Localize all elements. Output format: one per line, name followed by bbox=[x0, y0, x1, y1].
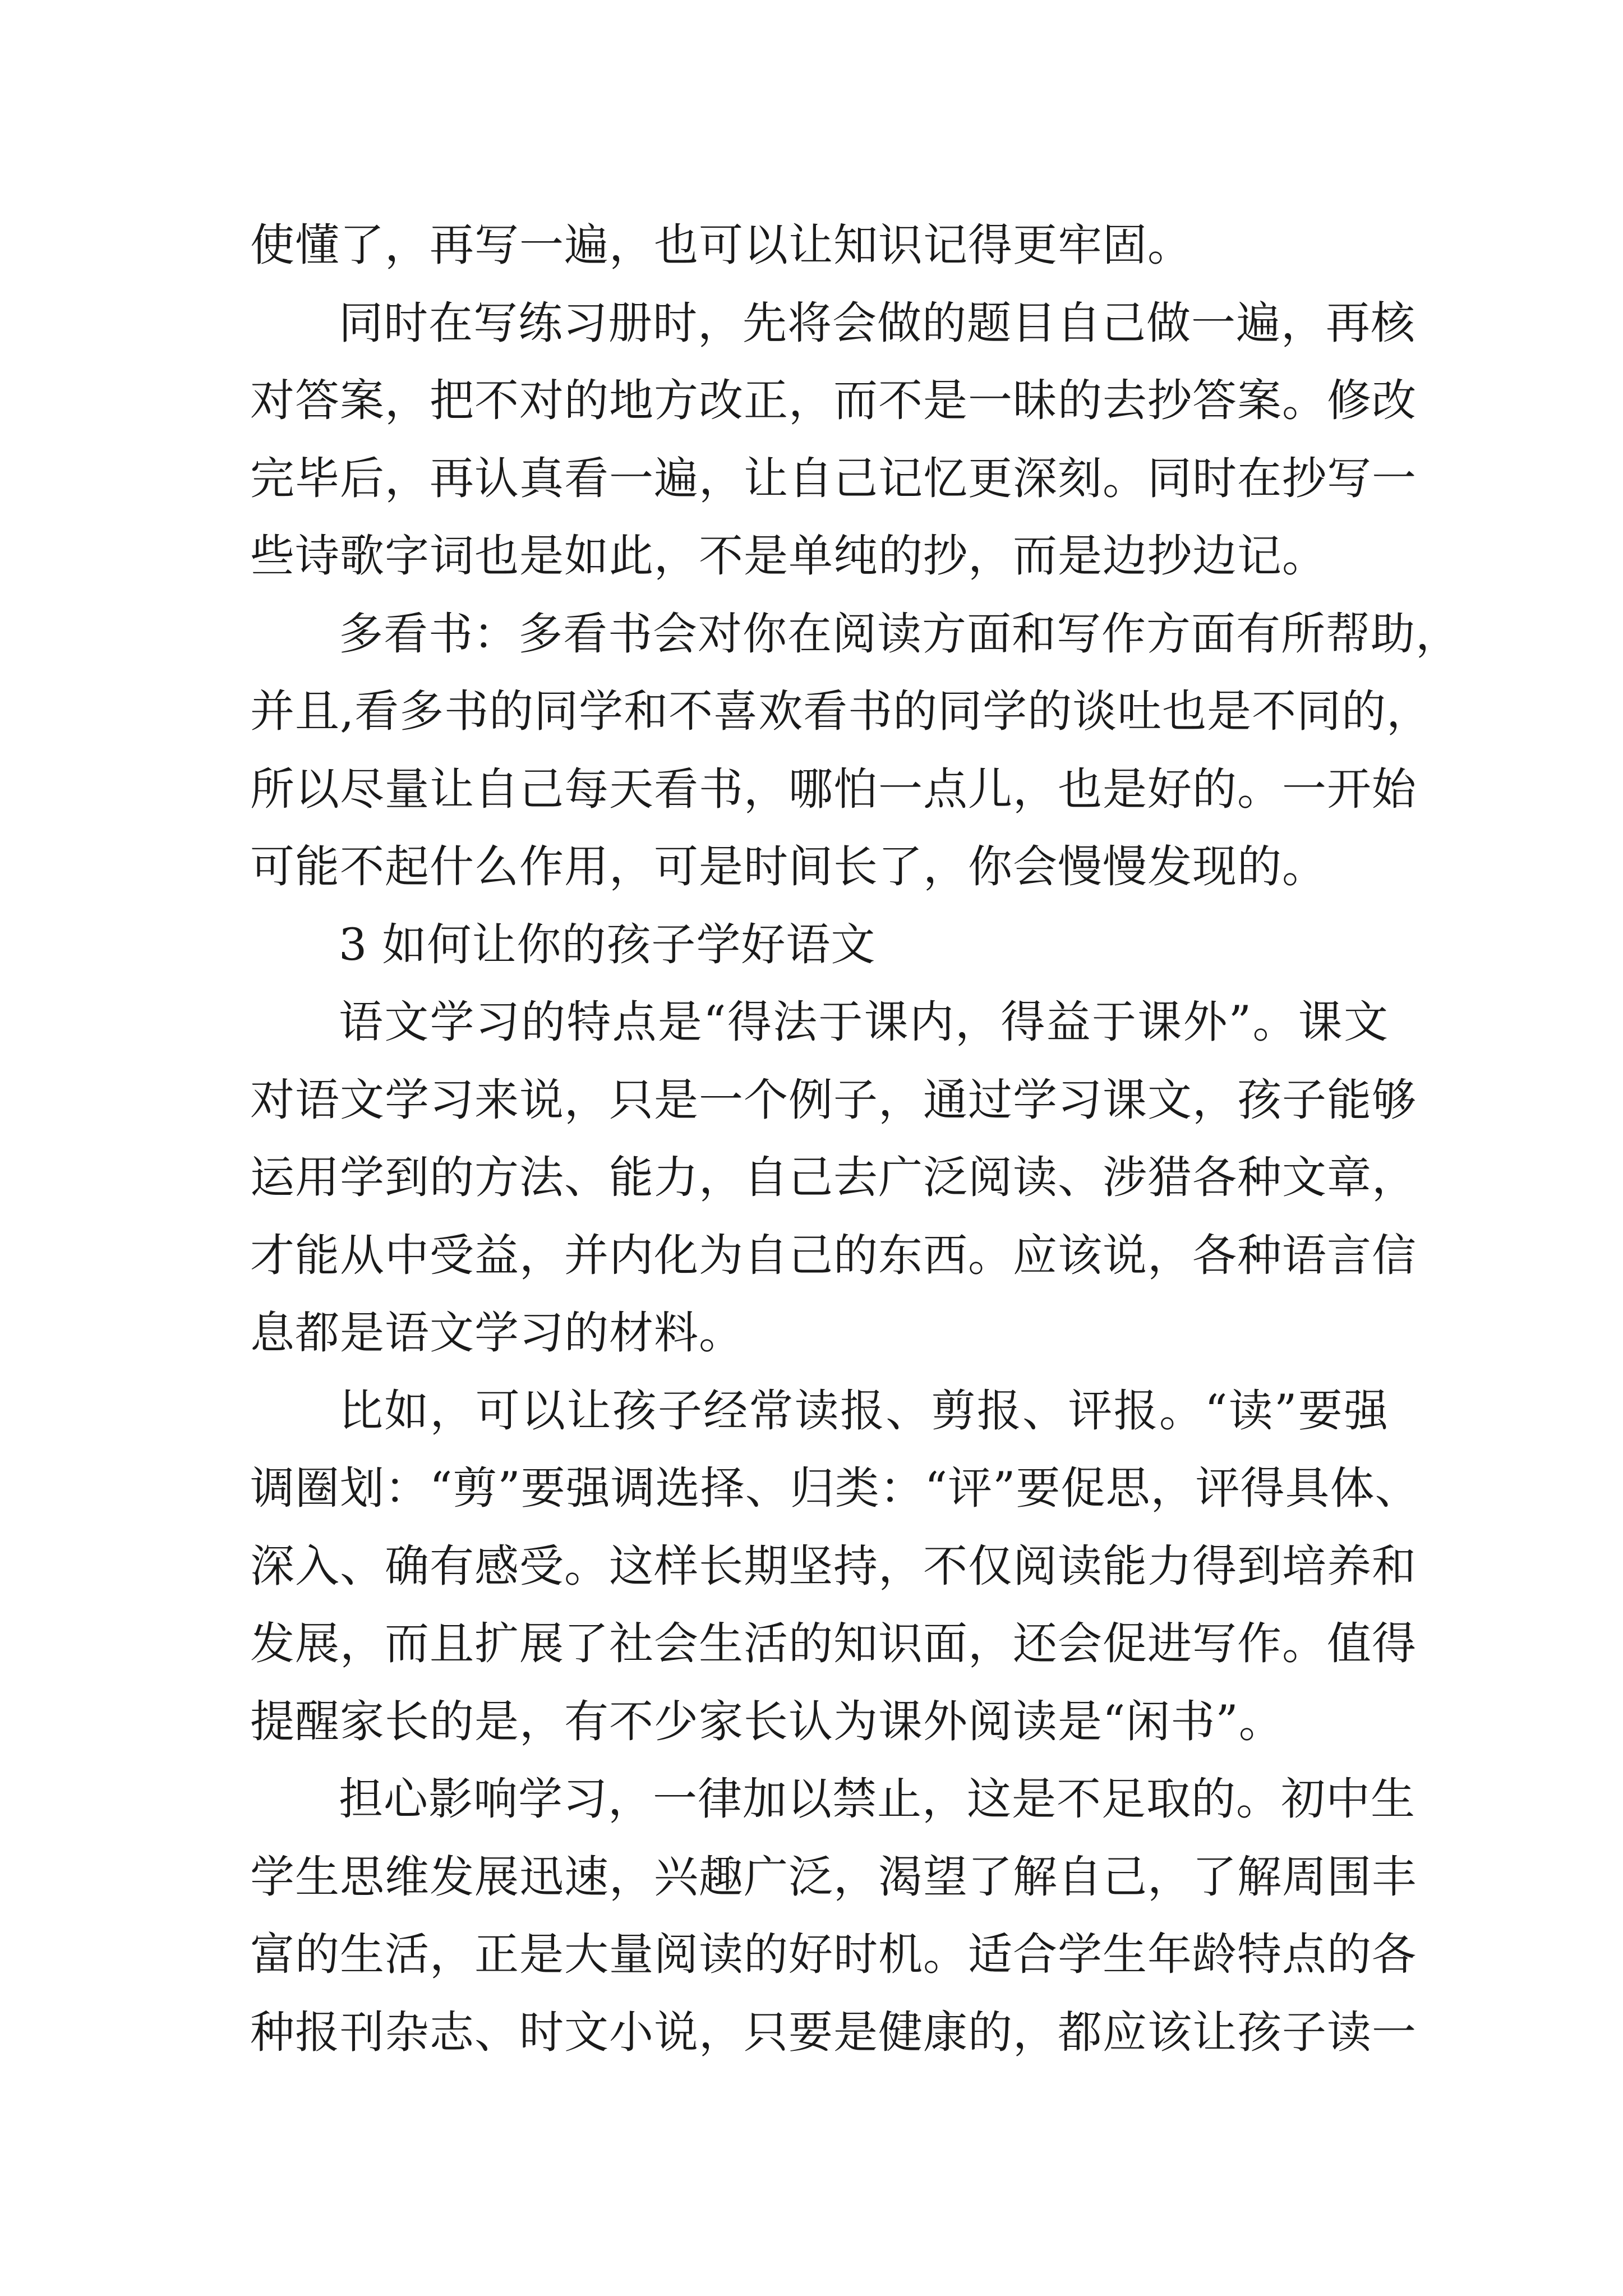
text-line: 发展，而且扩展了社会生活的知识面，还会促进写作。值得 bbox=[250, 1618, 1417, 1669]
text-line: 可能不起什么作用，可是时间长了，你会慢慢发现的。 bbox=[250, 841, 1327, 892]
text-line: 调圈划：“剪”要强调选择、归类：“评”要促思，评得具体、 bbox=[250, 1462, 1420, 1514]
text-line: 运用学到的方法、能力，自己去广泛阅读、涉猎各种文章， bbox=[250, 1152, 1417, 1203]
text-line: 提醒家长的是，有不少家长认为课外阅读是“闲书”。 bbox=[250, 1695, 1284, 1747]
paragraph-first-line: 担心影响学习，一律加以禁止，这是不足取的。初中生 bbox=[339, 1773, 1415, 1825]
text-line: 使懂了，再写一遍，也可以让知识记得更牢固。 bbox=[250, 219, 1192, 271]
text-line: 对答案，把不对的地方改正，而不是一昧的去抄答案。修改 bbox=[250, 375, 1417, 426]
section-heading: 3 如何让你的孩子学好语文 bbox=[339, 918, 876, 970]
text-line: 学生思维发展迅速，兴趣广泛，渴望了解自己，了解周围丰 bbox=[250, 1851, 1417, 1903]
text-line: 对语文学习来说，只是一个例子，通过学习课文，孩子能够 bbox=[250, 1074, 1417, 1126]
text-line: 并且,看多书的同学和不喜欢看书的同学的谈吐也是不同的， bbox=[250, 685, 1432, 737]
text-line: 深入、确有感受。这样长期坚持，不仅阅读能力得到培养和 bbox=[250, 1540, 1417, 1592]
paragraph-first-line: 同时在写练习册时，先将会做的题目自己做一遍，再核 bbox=[339, 297, 1415, 349]
text-line: 些诗歌字词也是如此，不是单纯的抄，而是边抄边记。 bbox=[250, 530, 1327, 582]
text-line: 种报刊杂志、时文小说，只要是健康的，都应该让孩子读一 bbox=[250, 2006, 1417, 2058]
paragraph-first-line: 语文学习的特点是“得法于课内，得益于课外”。课文 bbox=[339, 996, 1389, 1048]
text-line: 富的生活，正是大量阅读的好时机。适合学生年龄特点的各 bbox=[250, 1929, 1417, 1980]
body-text bbox=[250, 206, 1460, 2071]
text-line: 才能从中受益，并内化为自己的东西。应该说，各种语言信 bbox=[250, 1229, 1417, 1281]
text-line: 所以尽量让自己每天看书，哪怕一点儿，也是好的。一开始 bbox=[250, 763, 1417, 815]
text-line: 息都是语文学习的材料。 bbox=[250, 1307, 744, 1359]
text-line: 完毕后，再认真看一遍，让自己记忆更深刻。同时在抄写一 bbox=[250, 452, 1417, 504]
paragraph-first-line: 比如，可以让孩子经常读报、剪报、评报。“读”要强 bbox=[339, 1384, 1389, 1437]
paragraph-first-line: 多看书：多看书会对你在阅读方面和写作方面有所帮助， bbox=[339, 608, 1460, 660]
